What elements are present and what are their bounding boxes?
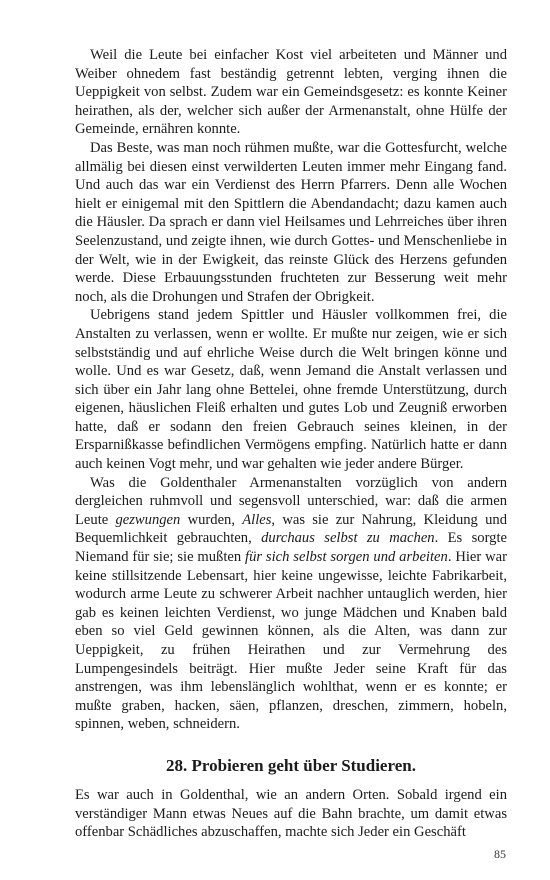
book-page [75, 46, 507, 842]
body-paragraph [75, 139, 507, 306]
text-run: . Hier war keine stillsitzende Lebensart, hier keine ungewisse, leichte Fabrikarbeit, wodurch arme Leute zu schwerer Arbeit nachher untauglich werden, hier gab es keinen leichten Verdienst, wo junge Mädchen und Knaben bald eben so viel Geld gewinnen können, als die Alten, was dann zur Ueppigkeit, zu frühen Heirathen und zur Vermehrung des Lumpengesindels beiträgt. Hier mußte Jeder seine Kraft für das anstrengen, was ihm lebenslänglich wohlthat, wenn er es konnte; er mußte graben, hacken, säen, pflanzen, dreschen, zimmern, hobeln, spinnen, weben, schneidern. [75, 549, 507, 733]
text-run: Weil die Leute bei einfacher Kost viel arbeiteten und Männer und Weiber ohnedem fast beständig getrennt lebten, verging ihnen die Ueppigkeit von selbst. Zudem war ein Gemeindsgesetz: es konnte Keiner heirathen, als der, welcher sich außer der Armenanstalt, ohne Hülfe der Gemeinde, ernähren konnte. [75, 47, 507, 138]
body-paragraph [75, 474, 507, 734]
body-text [75, 46, 507, 734]
text-run: wurden, [180, 511, 243, 528]
text-run: Das Beste, was man noch rühmen mußte, war die Gottesfurcht, welche allmälig bei diesen einst verwilderten Leuten immer mehr Eingang fand. Und auch das war ein Verdienst des Herrn Pfarrers. Denn alle Wochen hielt er einigemal mit den Spittlern die Abendandacht; dazu kamen auch die Häusler. Da sprach er dann viel Heilsames und Lehrreiches über ihren Seelenzustand, und zeigte ihnen, wie durch Gottes- und Menschenliebe in der Welt, wie in der Ewigkeit, das reinste Glück des Herzens gefunden werde. Diese Erbauungsstunden fruchteten zur Besserung weit mehr noch, als die Drohungen und Strafen der Obrigkeit. [75, 139, 507, 305]
text-run: . Es sorgte Niemand für sie; sie mußten [75, 530, 507, 566]
text-run: Was die Goldenthaler Armenanstalten vorzüglich von andern dergleichen ruhmvoll und segensvoll unterschied, war: daß die armen Leute [75, 474, 507, 528]
emphasized-text: gezwungen [115, 511, 181, 528]
emphasized-text: für sich selbst sorgen und arbeiten [245, 549, 448, 566]
emphasized-text: Alles [242, 511, 272, 528]
text-run: Uebrigens stand jedem Spittler und Häusler vollkommen frei, die Anstalten zu verlassen, wenn er wollte. Er mußte nur zeigen, wie er sich selbstständig und auf ehrliche Weise durch die Welt bringen könne und wolle. Und es war Gesetz, daß, wenn Jemand die Anstalt verlassen und sich über ein Jahr lang ohne Bettelei, ohne fremde Unterstützung, durch eigenen, häuslichen Fleiß erhalten und gutes Lob und Zeugniß erworben hatte, daß er sodann den freien Gebrauch seines kleinen, in der Ersparnißkasse befindlichen Vermögens empfing. Natürlich hatte er dann auch keinen Vogt mehr, und war gehalten wie jeder andere Bürger. [75, 307, 507, 473]
chapter-heading: 28. Probieren geht über Studieren. [166, 755, 416, 775]
page-number: 85 [494, 847, 506, 861]
body-paragraph [75, 46, 507, 139]
text-run: , was sie zur Nahrung, Kleidung und Bequemlichkeit gebrauchten, [75, 511, 507, 547]
emphasized-text: durchaus selbst zu machen [261, 530, 435, 547]
body-paragraph [75, 306, 507, 473]
chapter-opening-paragraph: Es war auch in Goldenthal, wie an andern Orten. Sobald irgend ein verständiger Mann etwas Neues auf die Bahn brachte, um damit etwas offenbar Schädliches abzuschaffen, machte sich Jeder ein Geschäft [75, 786, 507, 841]
